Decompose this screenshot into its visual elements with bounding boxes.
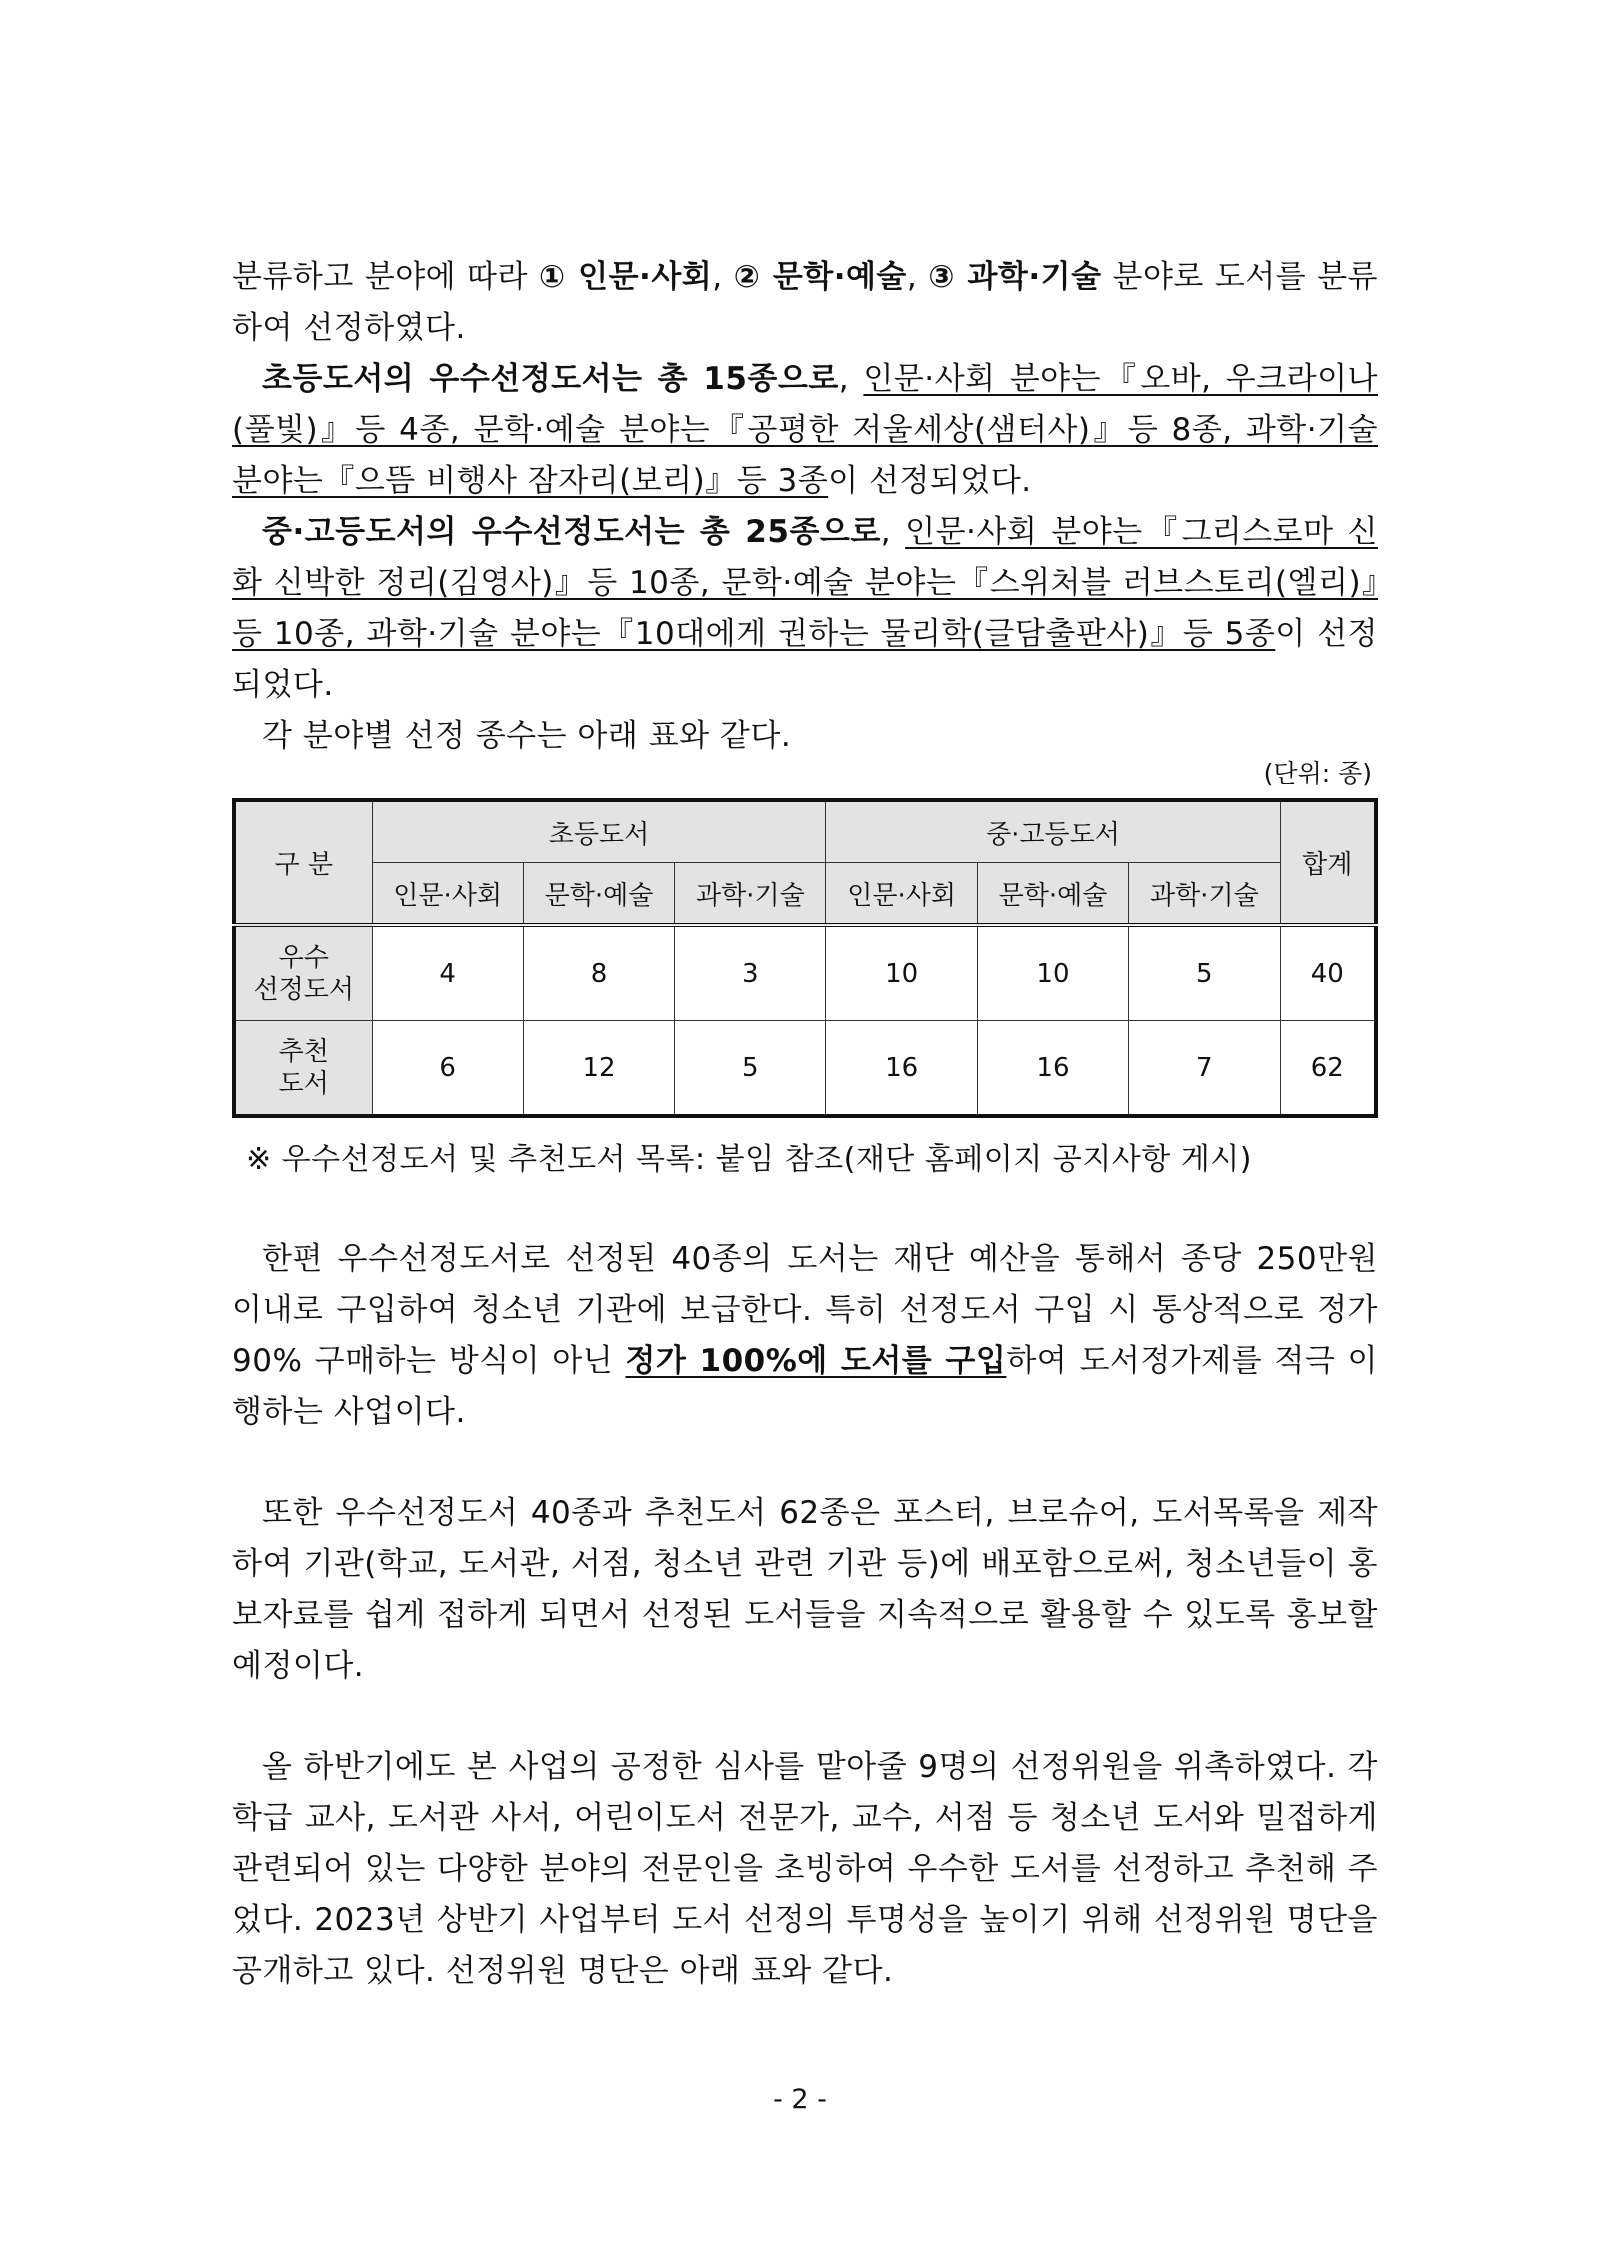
table-cell: 4 [372, 925, 523, 1021]
table-cell: 16 [977, 1021, 1128, 1117]
elementary-details: 인문·사회 분야는『오바, 우크라이나(풀빛)』등 4종, 문학·예술 분야는『공평한 저울세상(샘터사)』등 8종, 과학·기술 분야는『으뜸 비행사 잠자리(보리)』등 3종 [232, 361, 1378, 499]
paragraph-secondary: 중·고등도서의 우수선정도서는 총 25종으로, 인문·사회 분야는『그리스로마 신화 신박한 정리(김영사)』등 10종, 문학·예술 분야는『스위처블 러브스토리(엘리)』등 10종, 과학·기술 분야는『10대에게 권하는 물리학(글담출판사)』등 5종이 선정되었다. [232, 514, 1379, 703]
table-corner-header: 구 분 [234, 800, 372, 925]
full-price-emphasis: 정가 100%에 도서를 구입 [625, 1343, 1007, 1379]
page-number: - 2 - [773, 2084, 827, 2115]
table-note: ※ 우수선정도서 및 추천도서 목록: 붙임 참조(재단 홈페이지 공지사항 게시) [246, 1142, 1252, 1177]
paragraph-elementary: 초등도서의 우수선정도서는 총 15종으로, 인문·사회 분야는『오바, 우크라이나(풀빛)』등 4종, 문학·예술 분야는『공평한 저울세상(샘터사)』등 8종, 과학·기술 분야는『으뜸 비행사 잠자리(보리)』등 3종이 선정되었다. [232, 361, 1378, 499]
row-header: 우수 선정도서 [234, 925, 372, 1021]
paragraph-budget: 한편 우수선정도서로 선정된 40종의 도서는 재단 예산을 통해서 종당 250만원 이내로 구입하여 청소년 기관에 보급한다. 특히 선정도서 구입 시 통상적으로 정가 90% 구매하는 방식이 아닌 정가 100%에 도서를 구입하여 도서정가제를 적극 이행하는 사업이다. [232, 1241, 1378, 1430]
table-cell: 16 [826, 1021, 977, 1117]
table-cell-total: 62 [1280, 1021, 1376, 1117]
table-cell: 6 [372, 1021, 523, 1117]
secondary-summary: 중·고등도서의 우수선정도서는 총 25종으로 [262, 514, 881, 550]
document-body [232, 252, 1378, 1997]
unit-label: (단위: 종) [1263, 759, 1372, 788]
group-header-secondary: 중·고등도서 [826, 800, 1280, 863]
sub-header: 인문·사회 [372, 863, 523, 926]
field-humanities: ① 인문·사회 [538, 259, 713, 295]
field-science: ③ 과학·기술 [928, 259, 1102, 295]
sub-header: 문학·예술 [523, 863, 674, 926]
secondary-details: 인문·사회 분야는『그리스로마 신화 신박한 정리(김영사)』등 10종, 문학·예술 분야는『스위처블 러브스토리(엘리)』등 10종, 과학·기술 분야는『10대에게 권하는 물리학(글담출판사)』등 5종 [232, 514, 1379, 652]
table-cell: 5 [675, 1021, 826, 1117]
table-cell: 7 [1129, 1021, 1280, 1117]
table-row [234, 1021, 1376, 1117]
sub-header: 과학·기술 [1129, 863, 1280, 926]
paragraph-committee: 올 하반기에도 본 사업의 공정한 심사를 맡아줄 9명의 선정위원을 위촉하였다. 각 학급 교사, 도서관 사서, 어린이도서 전문가, 교수, 서점 등 청소년 도서와 밀접하게 관련되어 있는 다양한 분야의 전문인을 초빙하여 우수한 도서를 선정하고 추천해 주었다. 2023년 상반기 사업부터 도서 선정의 투명성을 높이기 위해 선정위원 명단을 공개하고 있다. 선정위원 명단은 아래 표와 같다. [232, 1749, 1378, 1989]
table-cell: 10 [826, 925, 977, 1021]
group-header-elementary: 초등도서 [372, 800, 826, 863]
selection-count-table [232, 798, 1378, 1118]
table-cell: 8 [523, 925, 674, 1021]
paragraph-classification: 분류하고 분야에 따라 ① 인문·사회, ② 문학·예술, ③ 과학·기술 분야로 도서를 분류하여 선정하였다. [232, 259, 1379, 346]
field-literature: ② 문학·예술 [733, 259, 907, 295]
total-header: 합계 [1280, 800, 1376, 925]
table-cell: 3 [675, 925, 826, 1021]
elementary-summary: 초등도서의 우수선정도서는 총 15종으로 [262, 361, 839, 397]
paragraph-promotion: 또한 우수선정도서 40종과 추천도서 62종은 포스터, 브로슈어, 도서목록을 제작하여 기관(학교, 도서관, 서점, 청소년 관련 기관 등)에 배포함으로써, 청소년들이 홍보자료를 쉽게 접하게 되면서 선정된 도서들을 지속적으로 활용할 수 있도록 홍보할 예정이다. [232, 1495, 1378, 1684]
sub-header: 문학·예술 [977, 863, 1128, 926]
sub-header: 과학·기술 [675, 863, 826, 926]
table-cell-total: 40 [1280, 925, 1376, 1021]
table-cell: 5 [1129, 925, 1280, 1021]
table-cell: 12 [523, 1021, 674, 1117]
paragraph-table-intro: 각 분야별 선정 종수는 아래 표와 같다. [262, 718, 792, 754]
table-cell: 10 [977, 925, 1128, 1021]
table-row [234, 925, 1376, 1021]
row-header: 추천 도서 [234, 1021, 372, 1117]
sub-header: 인문·사회 [826, 863, 977, 926]
